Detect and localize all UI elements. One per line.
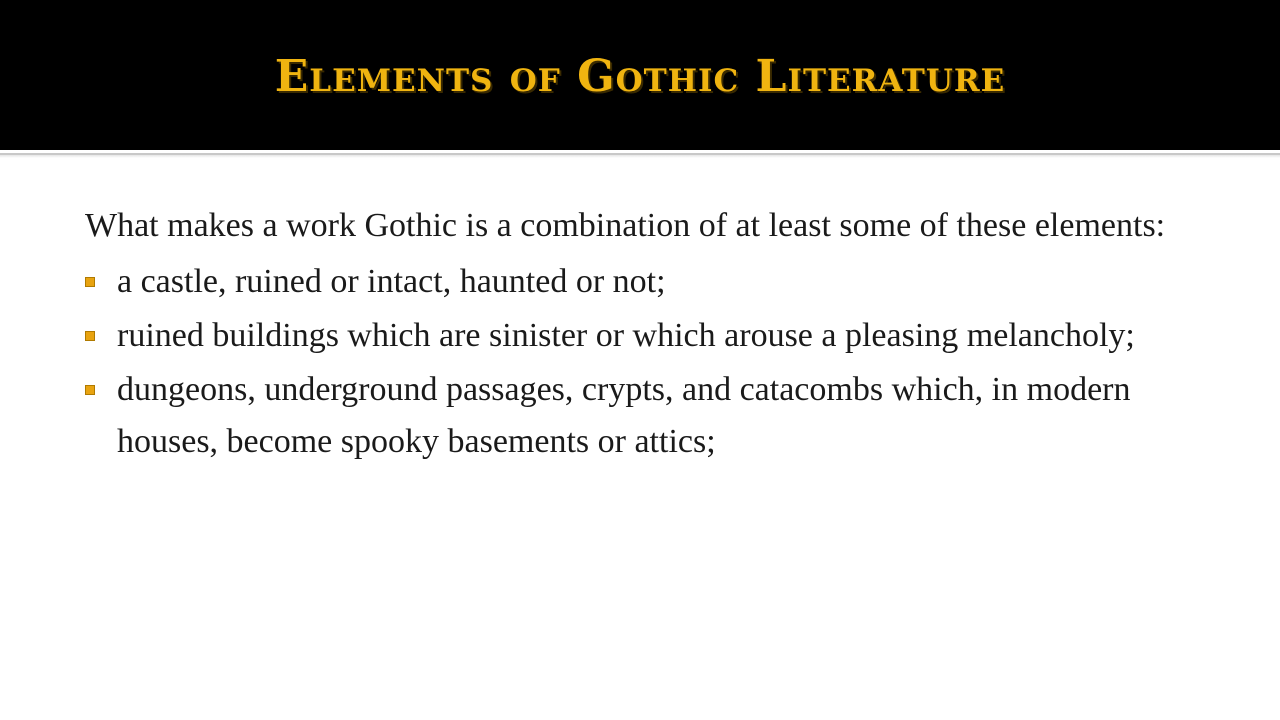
intro-paragraph: What makes a work Gothic is a combination of at least some of these elements: — [85, 207, 1166, 244]
bullet-text: dungeons, underground passages, crypts, and catacombs which, in modern houses, become spooky basements or attics; — [117, 371, 1131, 460]
square-bullet-icon — [85, 385, 95, 395]
list-item — [85, 256, 1195, 308]
list-item — [85, 364, 1195, 468]
bullet-text: a castle, ruined or intact, haunted or not; — [117, 263, 666, 300]
bullet-list — [85, 256, 1195, 468]
square-bullet-icon — [85, 277, 95, 287]
title-divider — [0, 150, 1280, 158]
slide-title: Elements of Gothic Literature — [274, 51, 1006, 102]
title-band — [0, 0, 1280, 150]
square-bullet-icon — [85, 331, 95, 341]
bullet-text: ruined buildings which are sinister or which arouse a pleasing melancholy; — [117, 317, 1135, 354]
list-item — [85, 310, 1195, 362]
slide-body — [85, 200, 1195, 470]
